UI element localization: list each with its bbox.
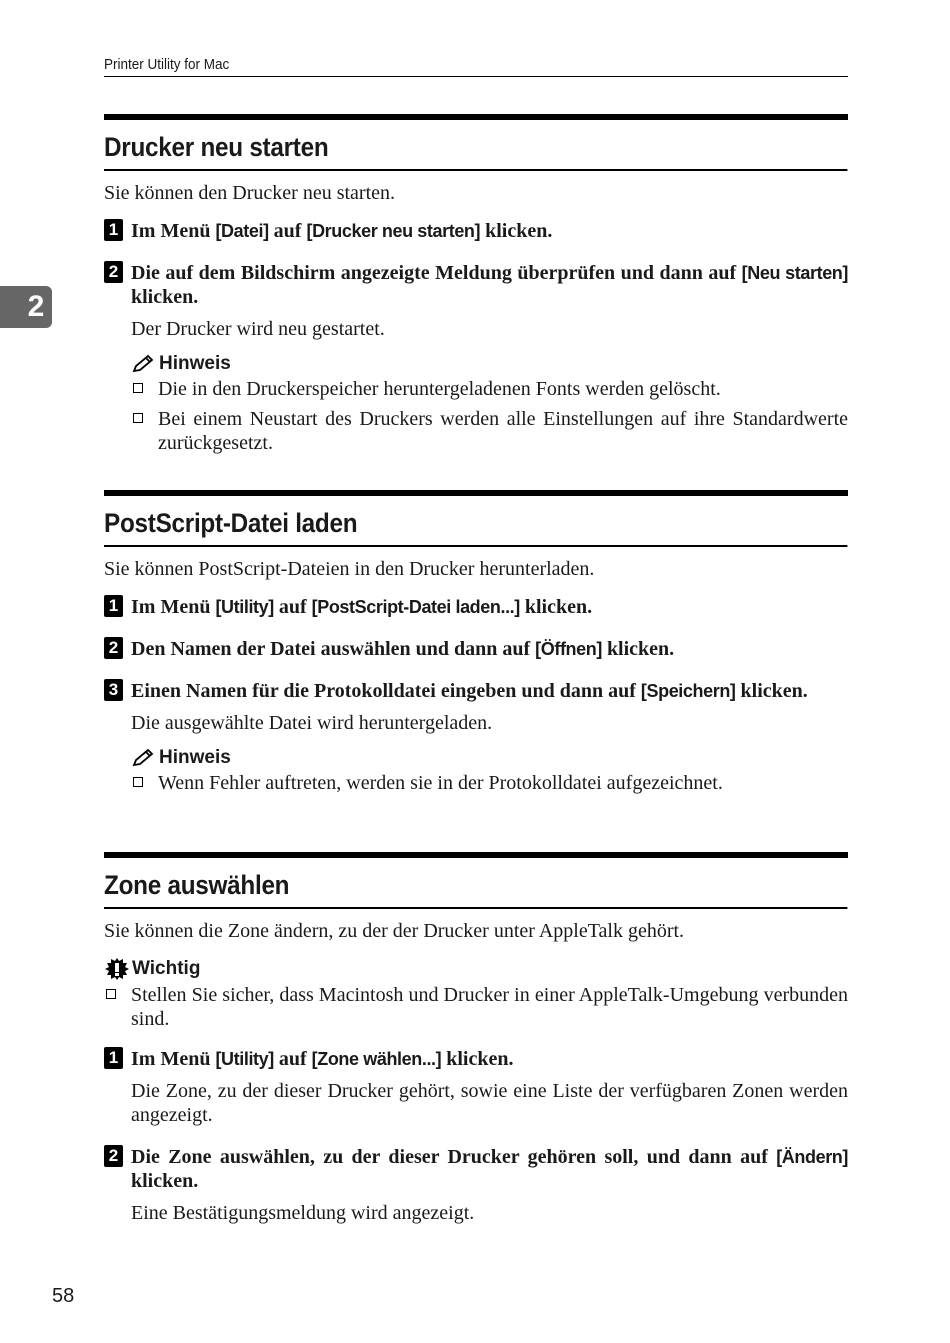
section-rule	[104, 490, 848, 496]
step	[104, 679, 848, 735]
step-number: 2	[104, 1145, 123, 1167]
step-title: Den Namen der Datei auswählen und dann auf [Öffnen] klicken.	[131, 638, 675, 660]
step-number: 1	[104, 219, 123, 241]
section-title: Zone auswählen	[104, 870, 847, 909]
step	[104, 261, 848, 341]
step	[104, 219, 848, 243]
step-description: Der Drucker wird neu gestartet.	[131, 318, 385, 340]
step-title: Im Menü [Datei] auf [Drucker neu starten] klicken.	[131, 220, 553, 242]
step-description: Eine Bestätigungsmeldung wird angezeigt.	[131, 1202, 475, 1224]
step-title: Die Zone auswählen, zu der dieser Drucker gehören soll, und dann auf [Ändern] klicken.	[131, 1146, 848, 1192]
note-item: Wenn Fehler auftreten, werden sie in der Protokolldatei aufgezeichnet.	[131, 771, 848, 795]
section-title: PostScript-Datei laden	[104, 508, 847, 547]
section-drucker-neu-starten	[104, 114, 848, 455]
note-heading: Hinweis	[131, 353, 848, 375]
pencil-icon	[131, 748, 155, 768]
section-intro: Sie können PostScript-Dateien in den Drucker herunterladen.	[104, 558, 595, 580]
step	[104, 1145, 848, 1225]
page-number: 58	[52, 1285, 75, 1307]
section-postscript-datei-laden	[104, 490, 848, 795]
step	[104, 637, 848, 661]
step-title: Einen Namen für die Protokolldatei eingeben und dann auf [Speichern] klicken.	[131, 680, 808, 702]
section-zone-auswaehlen	[104, 852, 848, 1225]
section-rule	[104, 852, 848, 858]
step-number: 2	[104, 637, 123, 659]
section-intro: Sie können die Zone ändern, zu der der Drucker unter AppleTalk gehört.	[104, 920, 685, 942]
checkbox-bullet-icon	[106, 989, 116, 999]
checkbox-bullet-icon	[133, 413, 143, 423]
pencil-icon	[131, 354, 155, 374]
note-box	[104, 353, 848, 455]
header-rule	[104, 76, 848, 77]
step	[104, 595, 848, 619]
step-title: Die auf dem Bildschirm angezeigte Meldung überprüfen und dann auf [Neu starten] klicken.	[131, 262, 848, 308]
checkbox-bullet-icon	[133, 383, 143, 393]
section-title: Drucker neu starten	[104, 132, 847, 171]
important-icon	[104, 957, 130, 981]
important-item: Stellen Sie sicher, dass Macintosh und Drucker in einer AppleTalk-Umgebung verbunden sind.	[104, 983, 848, 1031]
important-heading: Wichtig	[104, 957, 848, 981]
section-rule	[104, 114, 848, 120]
running-header: Printer Utility for Mac	[104, 56, 230, 73]
step-number: 3	[104, 679, 123, 701]
step	[104, 1047, 848, 1127]
note-item: Bei einem Neustart des Druckers werden alle Einstellungen auf ihre Standardwerte zurückgesetzt.	[131, 407, 848, 455]
note-item: Die in den Druckerspeicher heruntergeladenen Fonts werden gelöscht.	[131, 377, 848, 401]
step-description: Die ausgewählte Datei wird heruntergeladen.	[131, 712, 493, 734]
step-title: Im Menü [Utility] auf [PostScript-Datei laden...] klicken.	[131, 596, 593, 618]
step-number: 1	[104, 1047, 123, 1069]
step-description: Die Zone, zu der dieser Drucker gehört, sowie eine Liste der verfügbaren Zonen werden angezeigt.	[131, 1080, 848, 1126]
note-heading: Hinweis	[131, 747, 848, 769]
section-intro: Sie können den Drucker neu starten.	[104, 182, 396, 204]
step-number: 1	[104, 595, 123, 617]
step-title: Im Menü [Utility] auf [Zone wählen...] klicken.	[131, 1048, 514, 1070]
checkbox-bullet-icon	[133, 777, 143, 787]
step-number: 2	[104, 261, 123, 283]
chapter-tab: 2	[0, 286, 52, 328]
note-box	[104, 747, 848, 795]
